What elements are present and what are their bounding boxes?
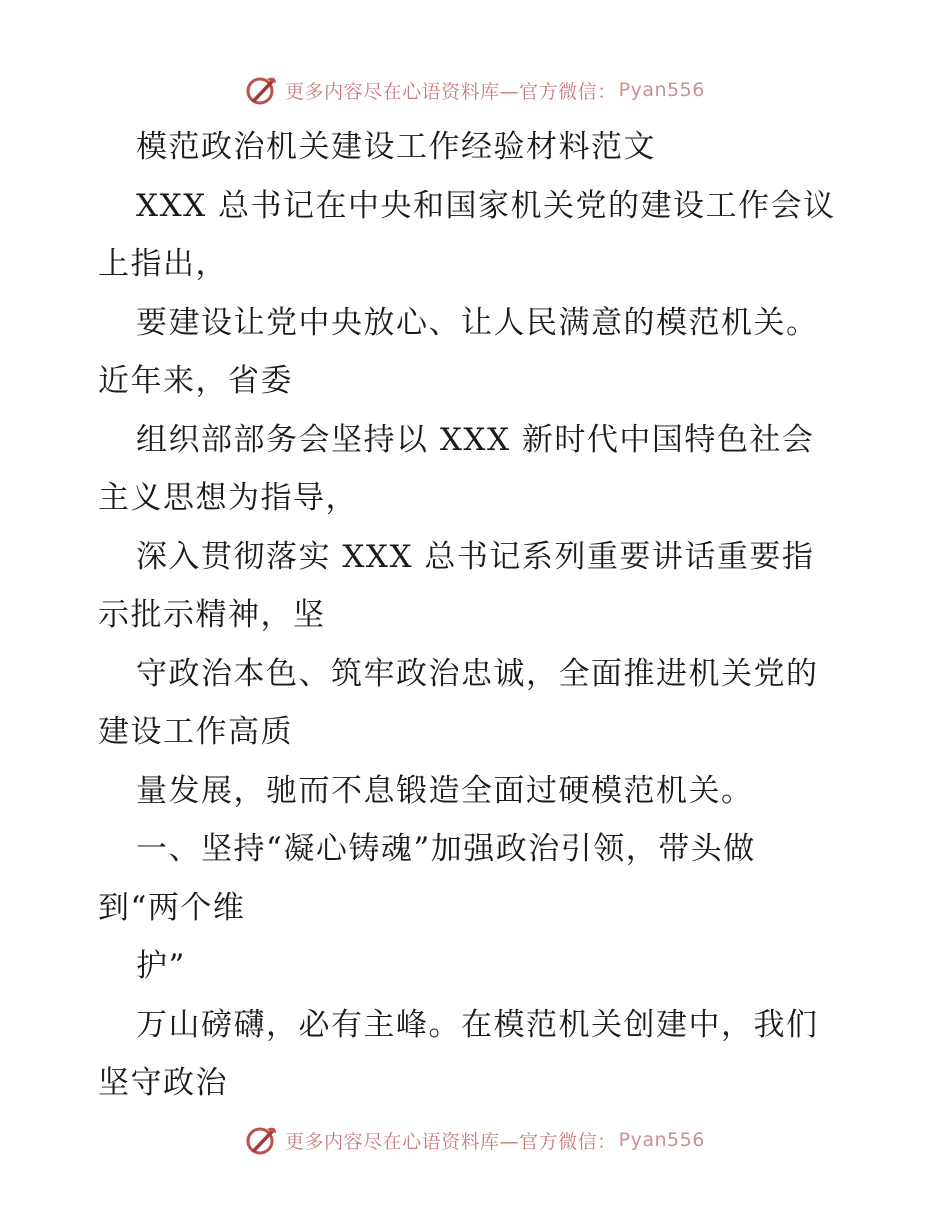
document-line: 模范政治机关建设工作经验材料范文 bbox=[136, 129, 656, 165]
document-line: XXX 总书记在中央和国家机关党的建设工作会议 bbox=[136, 187, 836, 224]
watermark-text: 更多内容尽在心语资料库—官方微信： bbox=[285, 80, 617, 103]
watermark-wechat-id: Pyan556 bbox=[618, 1129, 705, 1151]
document-line: 示批示精神，坚 bbox=[98, 597, 326, 633]
watermark-text: 更多内容尽在心语资料库—官方微信： bbox=[285, 1130, 617, 1153]
footer-watermark bbox=[0, 1120, 950, 1160]
document-line: 一、坚持“凝心铸魂”加强政治引领，带头做 bbox=[136, 831, 756, 867]
document-line: 到“两个维 bbox=[98, 889, 246, 926]
document-line: 上指出， bbox=[98, 246, 228, 282]
document-body bbox=[98, 118, 858, 1113]
document-line: 万山磅礴，必有主峰。在模范机关创建中，我们 bbox=[136, 1006, 819, 1043]
document-line: 护” bbox=[136, 948, 186, 984]
document-line: 量发展，驰而不息锻造全面过硬模范机关。 bbox=[136, 772, 754, 809]
document-line: 建设工作高质 bbox=[98, 714, 293, 750]
document-line: 近年来，省委 bbox=[98, 363, 293, 399]
header-watermark bbox=[0, 70, 950, 110]
document-line: 深入贯彻落实 XXX 总书记系列重要讲话重要指 bbox=[136, 538, 815, 575]
quill-logo-icon bbox=[245, 1123, 279, 1157]
document-line: 主义思想为指导， bbox=[98, 480, 358, 516]
document-line: 组织部部务会坚持以 XXX 新时代中国特色社会 bbox=[136, 421, 815, 458]
document-line: 坚守政治 bbox=[98, 1065, 228, 1101]
watermark-wechat-id: Pyan556 bbox=[618, 79, 705, 101]
document-line: 守政治本色、筑牢政治忠诚，全面推进机关党的 bbox=[136, 655, 819, 692]
quill-logo-icon bbox=[245, 73, 279, 107]
document-line: 要建设让党中央放心、让人民满意的模范机关。 bbox=[136, 304, 819, 341]
